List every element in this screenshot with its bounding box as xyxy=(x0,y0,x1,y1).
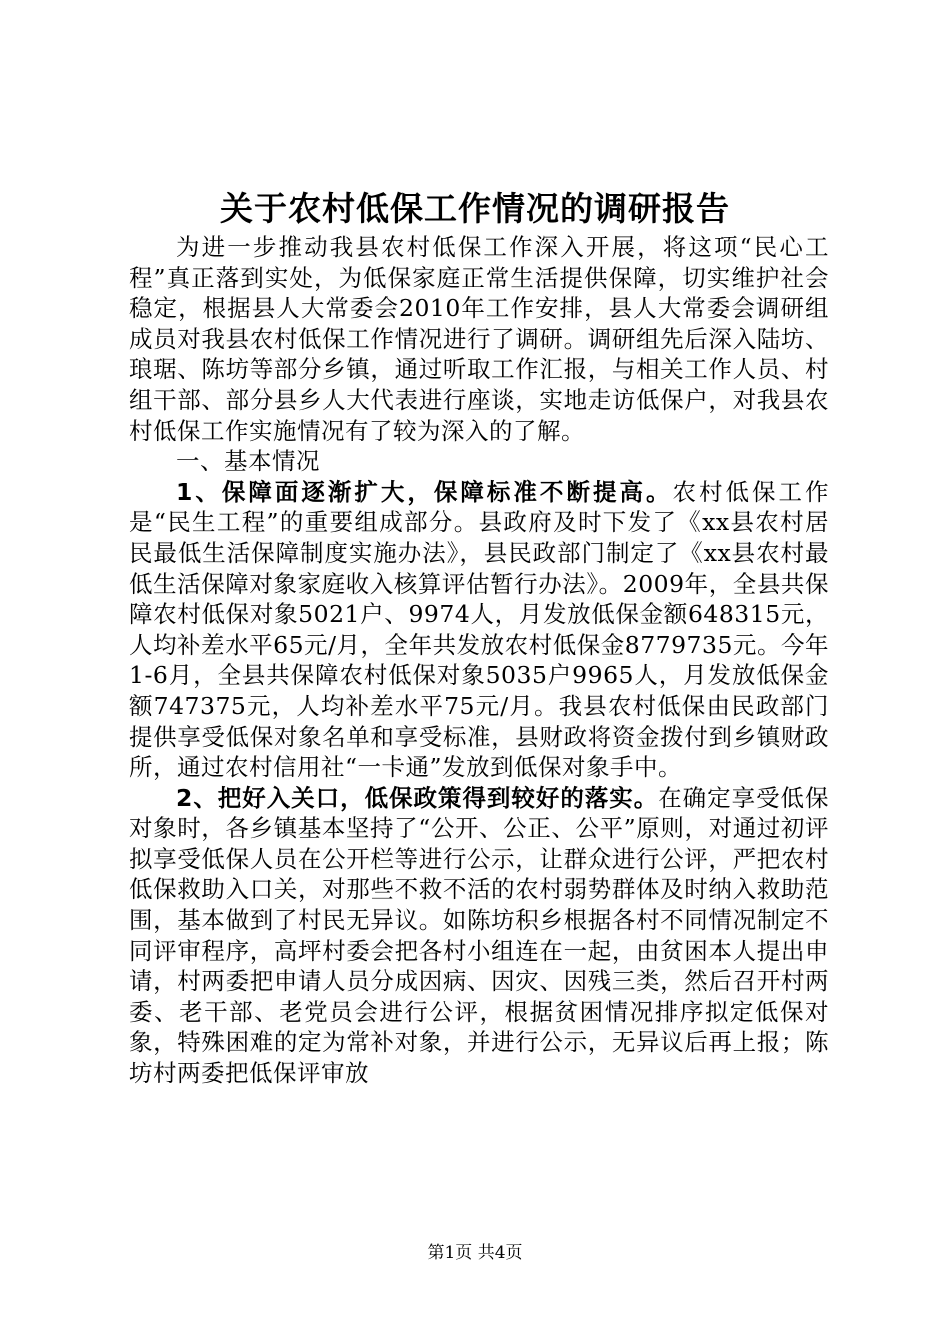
section-heading: 一、基本情况 xyxy=(176,447,320,476)
intro-paragraph: 为进一步推动我县农村低保工作深入开展，将这项“民心工程”真正落到实处，为低保家庭正常生活提供保障，切实维护社会稳定，根据县人大常委会2010年工作安排，县人大常委会调研组成员对我县农村低保工作情况进行了调研。调研组先后深入陆坊、琅琚、陈坊等部分乡镇，通过听取工作汇报，与相关工作人员、村组干部、部分县乡人大代表进行座谈，实地走访低保户，对我县农村低保工作实施情况有了较为深入的了解。 xyxy=(129,233,829,445)
paragraph-1-lead: 1、保障面逐渐扩大，保障标准不断提高。 xyxy=(176,477,673,506)
paragraph-1 xyxy=(129,477,829,783)
paragraph-2 xyxy=(129,783,829,1089)
page-footer: 第1页 共4页 xyxy=(427,1243,523,1263)
paragraph-1-body: 农村低保工作是“民生工程”的重要组成部分。县政府及时下发了《xx县农村居民最低生活保障制度实施办法》，县民政部门制定了《xx县农村最低生活保障对象家庭收入核算评估暂行办法》。2009年，全县共保障农村低保对象5021户、9974人，月发放低保金额648315元，人均补差水平65元/月，全年共发放农村低保金8779735元。今年1-6月，全县共保障农村低保对象5035户9965人，月发放低保金额747375元，人均补差水平75元/月。我县农村低保由民政部门提供享受低保对象名单和享受标准，县财政将资金拨付到乡镇财政所，通过农村信用社“一卡通”发放到低保对象手中。 xyxy=(129,477,829,782)
paragraph-2-body: 在确定享受低保对象时，各乡镇基本坚持了“公开、公正、公平”原则，对通过初评拟享受低保人员在公开栏等进行公示，让群众进行公评，严把农村低保救助入口关，对那些不救不活的农村弱势群体及时纳入救助范围，基本做到了村民无异议。如陈坊积乡根据各村不同情况制定不同评审程序，高坪村委会把各村小组连在一起，由贫困本人提出申请，村两委把申请人员分成因病、因灾、因残三类，然后召开村两委、老干部、老党员会进行公评，根据贫困情况排序拟定低保对象，特殊困难的定为常补对象，并进行公示，无异议后再上报；陈坊村两委把低保评审放 xyxy=(129,783,830,1088)
document-title: 关于农村低保工作情况的调研报告 xyxy=(220,189,730,228)
paragraph-2-lead: 2、把好入关口，低保政策得到较好的落实。 xyxy=(176,783,659,812)
document-body xyxy=(129,232,829,1089)
